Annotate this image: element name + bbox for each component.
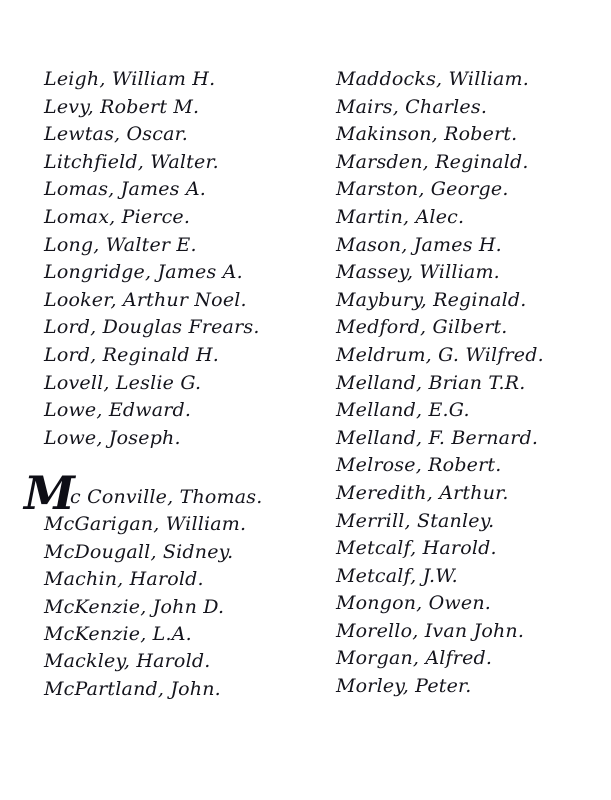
name-entry: Metcalf, Harold. [336,537,497,560]
name-entry: Martin, Alec. [336,205,465,228]
name-entry: McKenzie, L.A. [44,622,192,645]
name-entry: Lowe, Edward. [44,399,192,422]
name-entry: McKenzie, John D. [44,595,225,618]
name-entry: Maddocks, William. [336,68,530,90]
name-entry: Melland, F. Bernard. [336,426,539,449]
name-entry: Leigh, William H. [44,68,216,90]
decorative-initial-m: M [24,466,75,520]
name-entry: Machin, Harold. [44,568,204,591]
name-entry: Metcalf, J.W. [336,564,458,587]
name-entry: Lord, Reginald H. [44,343,220,366]
left-name-column [44,66,260,452]
mc-name-block [44,484,262,703]
name-entry: Lomas, James A. [44,178,206,201]
name-entry: Maybury, Reginald. [336,288,527,311]
name-entry: Lord, Douglas Frears. [44,316,260,339]
name-entry: Mairs, Charles. [336,95,488,118]
name-entry: Marsden, Reginald. [336,150,529,173]
name-entry: Makinson, Robert. [336,123,518,146]
name-entry: Melland, Brian T.R. [336,371,526,394]
name-entry: Melrose, Robert. [336,454,502,477]
name-entry: Litchfield, Walter. [44,150,219,173]
right-name-column [336,66,544,701]
name-entry: Merrill, Stanley. [336,509,495,532]
name-entry: Mongon, Owen. [336,592,492,615]
name-entry: Mason, James H. [336,233,502,256]
name-entry: Long, Walter E. [44,233,197,256]
name-entry: Morgan, Alfred. [336,647,493,670]
name-entry: McPartland, John. [44,677,221,700]
name-entry: Lomax, Pierce. [44,205,191,228]
name-entry: Medford, Gilbert. [336,316,508,339]
name-entry: Looker, Arthur Noel. [44,288,247,311]
name-entry: Melland, E.G. [336,399,470,422]
name-entry: McGarigan, William. [44,513,247,536]
name-entry: Levy, Robert M. [44,95,200,118]
name-entry: Lowe, Joseph. [44,426,181,449]
name-entry: Massey, William. [336,261,500,284]
name-entry: Meredith, Arthur. [336,481,509,504]
name-entry: Mackley, Harold. [44,650,211,673]
name-entry: Lewtas, Oscar. [44,123,189,146]
name-entry: Morello, Ivan John. [336,619,525,642]
name-entry: Longridge, James A. [44,261,243,284]
name-entry: Meldrum, G. Wilfred. [336,343,544,366]
name-entry: c Conville, Thomas. [70,486,263,508]
name-entry: Morley, Peter. [336,675,472,698]
name-entry: McDougall, Sidney. [44,540,234,563]
name-entry: Lovell, Leslie G. [44,371,202,394]
name-entry: Marston, George. [336,178,509,201]
